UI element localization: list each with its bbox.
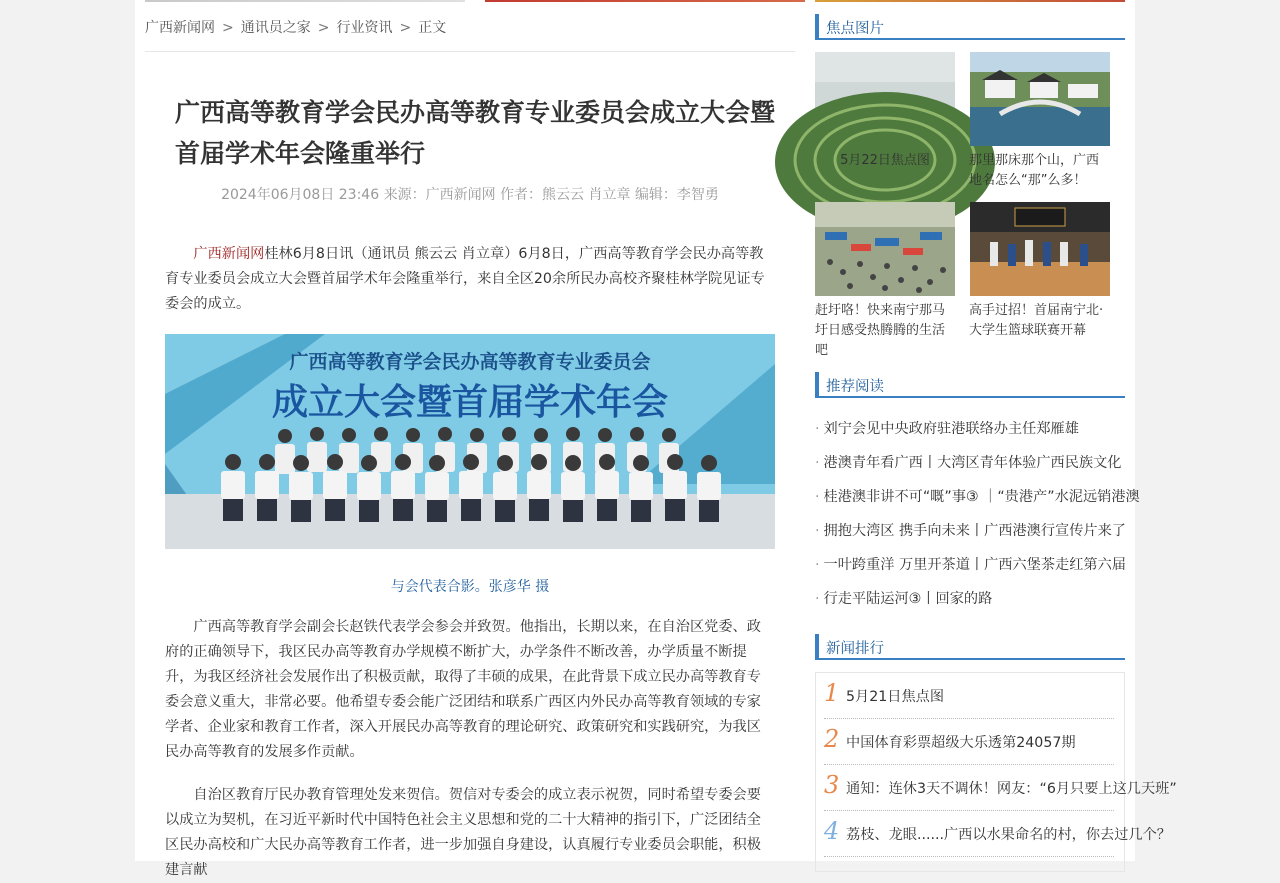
bullet-dot-icon: · (815, 557, 820, 573)
tea-hills-icon (815, 52, 955, 146)
article-lead-paragraph (165, 242, 775, 317)
section-accent-bar (815, 634, 819, 658)
recommend-item[interactable]: · 一叶跨重洋 万里开茶道丨广西六堡茶走红第六届 (815, 557, 1126, 573)
section-accent-bar (815, 14, 819, 38)
article-paragraph-3: 自治区教育厅民办教育管理处发来贺信。贺信对专委会的成立表示祝贺，同时希望专委会要以成立为契机，在习近平新时代中国特色社会主义思想和党的二十大精神的指引下，广泛团结全区民办高校和广大民办高等教育工作者，进一步加强自身建设，认真履行专业委员会职能，积极建言献 (165, 787, 761, 878)
rank-number: 1 (824, 679, 840, 707)
bullet-dot-icon: · (815, 591, 820, 607)
ranking-row[interactable] (824, 673, 1114, 719)
photo-caption: 与会代表合影。张彦华 摄 (390, 579, 550, 595)
article-paragraph-2: 广西高等教育学会副会长赵铁代表学会参会并致贺。他指出，长期以来，在自治区党委、政府的正确领导下，我区民办高等教育办学规模不断扩大，办学条件不断改善，办学质量不断提升，为我区经济社会发展作出了积极贡献，取得了丰硕的成果，在此背景下成立民办高等教育专委会意义重大，非常必要。他希望专委会能广泛团结和联系广西区内外民办高等教育领域的专家学者、企业家和教育工作者，深入开展民办高等教育的理论研究、政策研究和实践研究，为我区民办高等教育的发展多作贡献。 (165, 619, 761, 760)
rank-number: 3 (824, 771, 840, 799)
market-crowd-icon (815, 202, 955, 296)
focus-caption-1[interactable]: 5月22日焦点图 (840, 153, 930, 168)
breadcrumb (145, 17, 446, 37)
bullet-dot-icon: · (815, 489, 820, 505)
article-title: 广西高等教育学会民办高等教育专业委员会成立大会暨首届学术年会隆重举行 (175, 98, 776, 168)
top-banner-strip-3 (815, 0, 1125, 2)
focus-thumb-4[interactable] (970, 202, 1110, 296)
recommend-section-title: 推荐阅读 (826, 379, 884, 395)
bullet-dot-icon: · (815, 421, 820, 437)
bullet-dot-icon: · (815, 523, 820, 539)
rank-number: 2 (824, 725, 840, 753)
ranking-section-header (815, 634, 1125, 660)
page-container (135, 0, 1177, 878)
banner-text-line1: 广西高等教育学会民办高等教育专业委员会 (289, 351, 651, 373)
breadcrumb-section[interactable]: 通讯员之家 (240, 20, 311, 36)
breadcrumb-separator: > (399, 20, 412, 36)
breadcrumb-separator: > (222, 20, 234, 36)
article-photo (165, 334, 775, 549)
ranking-list (815, 672, 1177, 872)
focus-thumb-2[interactable] (970, 52, 1110, 146)
breadcrumb-home[interactable]: 广西新闻网 (145, 20, 215, 36)
recommend-item[interactable]: · 行走平陆运河③丨回家的路 (815, 591, 993, 607)
focus-thumb-1[interactable] (815, 52, 955, 146)
group-photo-image (165, 334, 775, 549)
top-banner-strip-2 (485, 0, 805, 2)
rank-title[interactable]: 5月21日焦点图 (846, 689, 945, 705)
rank-title[interactable]: 通知：连休3天不调休！网友：“6月只要上这几天班” (846, 781, 1177, 797)
village-bridge-icon (970, 52, 1110, 146)
ranking-row[interactable] (824, 811, 1171, 857)
breadcrumb-current: 正文 (418, 20, 447, 36)
recommend-item[interactable]: · 港澳青年看广西丨大湾区青年体验广西民族文化 (815, 455, 1122, 471)
recommend-item[interactable]: · 桂港澳非讲不可“嘅”事③ ｜“贵港产”水泥远销港澳 (815, 489, 1140, 505)
rank-number: 4 (824, 817, 840, 845)
focus-caption-4[interactable]: 高手过招！首届南宁北·大学生篮球联赛开幕 (969, 303, 1104, 338)
breadcrumb-category[interactable]: 行业资讯 (336, 20, 393, 36)
ranking-row[interactable] (824, 719, 1114, 765)
recommend-item[interactable]: · 拥抱大湾区 携手向未来丨广西港澳行宣传片来了 (815, 523, 1126, 539)
lead-text: 桂林6月8日讯（通讯员 熊云云 肖立章）6月8日，广西高等教育学会民办高等教育专业委员会成立大会暨首届学术年会隆重举行，来自全区20余所民办高校齐聚桂林学院见证专委会的成立。 (165, 246, 765, 312)
banner-text-line2: 成立大会暨首届学术年会 (271, 382, 669, 423)
rank-title[interactable]: 中国体育彩票超级大乐透第24057期 (846, 735, 1076, 751)
section-accent-bar (815, 372, 819, 396)
top-banner-strip-1 (145, 0, 465, 2)
breadcrumb-separator: > (317, 20, 330, 36)
source-link[interactable]: 广西新闻网 (193, 246, 265, 262)
focus-section-header (815, 14, 1125, 40)
focus-section-title: 焦点图片 (826, 21, 884, 37)
focus-caption-2[interactable]: 那里那床那个山，广西地名怎么“那”么多！ (969, 153, 1100, 188)
ranking-section-title: 新闻排行 (826, 641, 884, 657)
recommend-item[interactable]: · 刘宁会见中央政府驻港联络办主任郑雁雄 (815, 421, 1079, 437)
article-meta: 2024年06月08日 23:46 来源：广西新闻网 作者：熊云云 肖立章 编辑：李智勇 (221, 187, 719, 203)
recommend-section-header (815, 372, 1125, 398)
breadcrumb-divider (145, 51, 795, 52)
rank-title[interactable]: 荔枝、龙眼......广西以水果命名的村，你去过几个？ (846, 827, 1171, 843)
focus-caption-3[interactable]: 赶圩咯！快来南宁那马圩日感受热腾腾的生活吧 (815, 303, 946, 358)
basketball-icon (970, 202, 1110, 296)
ranking-row[interactable] (824, 765, 1177, 811)
bullet-dot-icon: · (815, 455, 820, 471)
focus-thumb-3[interactable] (815, 202, 955, 296)
